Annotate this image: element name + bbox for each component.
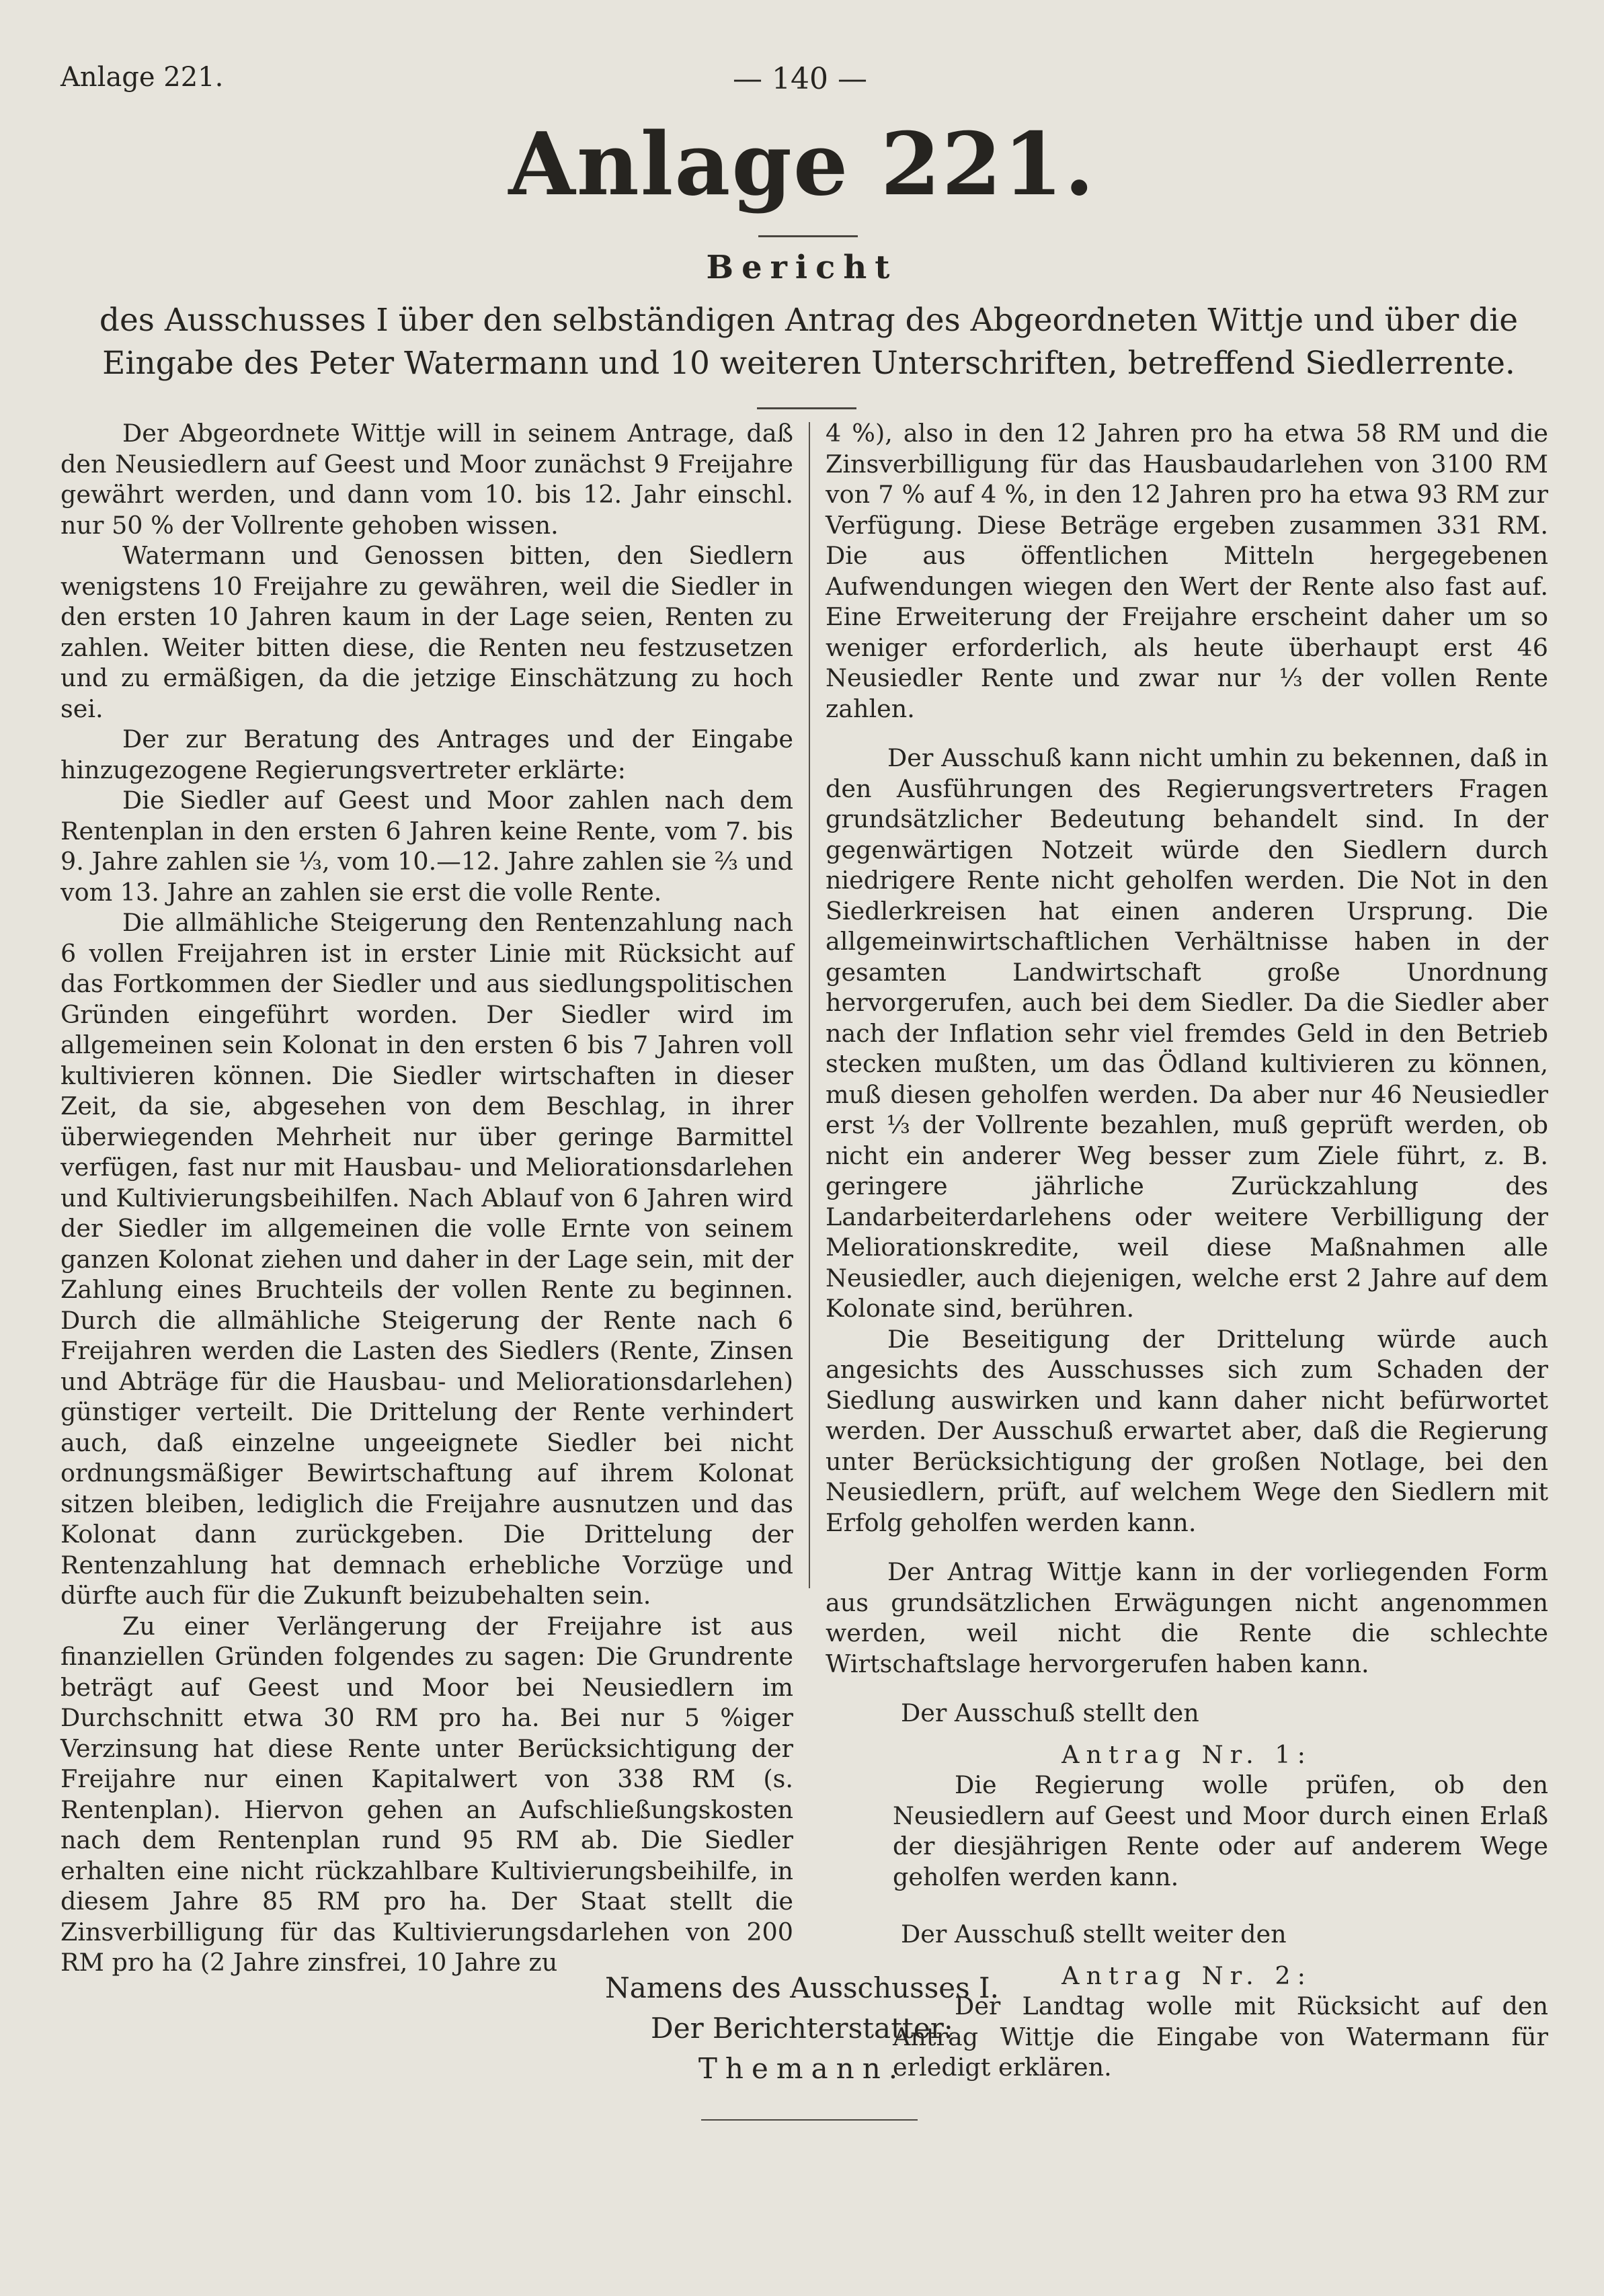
paragraph: Die Beseitigung der Drittelung würde auch angesichts des Ausschusses sich zum Schaden der Siedlung auswirken und kann daher nicht befürwortet werden. Der Ausschuß erwartet aber, daß die Regierung unter Berücksichtigung der großen Notlage, bei den Neusiedlern, prüft, auf welchem Wege den Siedlern mit Erfolg geholfen werden kann. xyxy=(826,1324,1548,1537)
paragraph: Die Siedler auf Geest und Moor zahlen nach dem Rentenplan in den ersten 6 Jahren keine Rente, vom 7. bis 9. Jahre zahlen sie ⅓, vom 10.—12. Jahre zahlen sie ⅔ und vom 13. Jahre an zahlen sie erst die volle Rente. xyxy=(61,786,793,907)
page-title: Anlage 221. xyxy=(508,114,1096,215)
paragraph: Watermann und Genossen bitten, den Siedlern wenigstens 10 Freijahre zu gewähren, weil die Siedler in den ersten 10 Jahren kaum in der Lage seien, Renten zu zahlen. Weiter bitten diese, die Renten neu festzusetzen und zu ermäßigen, da die jetzige Einschätzung zu hoch sei. xyxy=(61,541,793,723)
right-column xyxy=(826,418,1548,2083)
paragraph: Der Antrag Wittje kann in der vorliegenden Form aus grundsätzlichen Erwägungen nicht angenommen werden, weil nicht die Rente die schlechte Wirtschaftslage hervorgerufen haben kann. xyxy=(826,1557,1548,1678)
paragraph: Zu einer Verlängerung der Freijahre ist aus finanziellen Gründen folgendes zu sagen: Die Grundrente beträgt auf Geest und Moor bei Neusiedlern im Durchschnitt etwa 30 RM pro ha. Bei nur 5 %iger Verzinsung hat diese Rente unter Berücksichtigung der Freijahre nur einen Kapitalwert von 338 RM (s. Rentenplan). Hiervon gehen an Aufschließungskosten nach dem Rentenplan rund 95 RM ab. Die Siedler erhalten eine nicht rückzahlbare Kultivierungsbeihilfe, in diesem Jahre 85 RM pro ha. Der Staat stellt die Zinsverbilligung für das Kultivierungsdarlehen von 200 RM pro ha (2 Jahre zinsfrei, 10 Jahre zu xyxy=(61,1611,793,1977)
paragraph: Der zur Beratung des Antrages und der Eingabe hinzugezogene Regierungsvertreter erklärte: xyxy=(61,725,793,784)
paragraph: Der Abgeordnete Wittje will in seinem Antrage, daß den Neusiedlern auf Geest und Moor zunächst 9 Freijahre gewährt werden, und dann vom 10. bis 12. Jahr einschl. nur 50 % der Vollrente gehoben wissen. xyxy=(61,419,793,540)
signature-name: Themann. xyxy=(698,2052,906,2085)
signature-block xyxy=(0,1968,1604,2089)
signature-committee: Namens des Ausschusses I. xyxy=(605,1971,999,2004)
column-divider xyxy=(809,422,810,1588)
motion-intro: Der Ausschuß stellt weiter den xyxy=(901,1920,1287,1949)
motion-heading: Antrag Nr. 1: xyxy=(1061,1739,1312,1769)
running-title: Anlage 221. xyxy=(61,62,224,93)
paragraph: 4 %), also in den 12 Jahren pro ha etwa 58 RM und die Zinsverbilligung für das Hausbaudarlehen von 3100 RM von 7 % auf 4 %, in den 12 Jahren pro ha etwa 93 RM zur Verfügung. Diese Beträge ergeben zusammen 331 RM. Die aus öffentlichen Mitteln hergegebenen Aufwendungen wiegen den Wert der Rente also fast auf. Eine Erweiterung der Freijahre erscheint daher um so weniger erforderlich, als heute überhaupt erst 46 Neusiedler Rente und zwar nur ⅓ der vollen Rente zahlen. xyxy=(826,419,1548,723)
motion-intro: Der Ausschuß stellt den xyxy=(901,1698,1199,1727)
running-header xyxy=(61,55,1539,95)
motion-body: Der Landtag wolle mit Rücksicht auf den Antrag Wittje die Eingabe von Watermann für erledigt erklären. xyxy=(893,1992,1548,2082)
report-subtitle: des Ausschusses I über den selbständigen Antrag des Abgeordneten Wittje und über die Eingabe des Peter Watermann und 10 weiteren Unterschriften, betreffend Siedlerrente. xyxy=(99,302,1519,382)
page-number: — 140 — xyxy=(733,62,867,96)
title-rule xyxy=(758,235,858,237)
motion-heading: Antrag Nr. 2: xyxy=(1061,1961,1312,1990)
motion-body: Die Regierung wolle prüfen, ob den Neusiedlern auf Geest und Moor durch einen Erlaß der diesjährigen Rente oder auf anderem Wege geholfen werden kann. xyxy=(893,1770,1548,1891)
paragraph: Der Ausschuß kann nicht umhin zu bekennen, daß in den Ausführungen des Regierungsvertreters Fragen grundsätzlicher Bedeutung behandelt sind. In der gegenwärtigen Notzeit würde den Siedlern durch niedrigere Rente nicht geholfen werden. Die Not in den Siedlerkreisen hat einen anderen Ursprung. Die allgemeinwirtschaftlichen Verhältnisse haben in der gesamten Landwirtschaft große Unordnung hervorgerufen, auch bei dem Siedler. Da die Siedler aber nach der Inflation sehr viel fremdes Geld in den Betrieb stecken mußten, um das Ödland kultivieren zu können, muß diesen geholfen werden. Da aber nur 46 Neusiedler erst ⅓ der Vollrente bezahlen, muß geprüft werden, ob nicht ein anderer Weg besser zum Ziele führt, z. B. geringere jährliche Zurückzahlung des Landarbeiterdarlehens oder weitere Verbilligung der Meliorationskredite, weil diese Maßnahmen alle Neusiedler, auch diejenigen, welche erst 2 Jahre auf dem Kolonate sind, berühren. xyxy=(826,743,1548,1323)
left-column xyxy=(61,418,793,1978)
paragraph: Die allmähliche Steigerung den Rentenzahlung nach 6 vollen Freijahren ist in erster Linie mit Rücksicht auf das Fortkommen der Siedler und aus siedlungspolitischen Gründen eingeführt worden. Der Siedler wird im allgemeinen sein Kolonat in den ersten 6 bis 7 Jahren voll kultivieren können. Die Siedler wirtschaften in dieser Zeit, da sie, abgesehen von dem Beschlag, in ihrer überwiegenden Mehrheit nur über geringe Barmittel verfügen, fast nur mit Hausbau- und Meliorationsdarlehen und Kultivierungsbeihilfen. Nach Ablauf von 6 Jahren wird der Siedler im allgemeinen die volle Ernte von seinem ganzen Kolonat ziehen und daher in der Lage sein, mit der Zahlung eines Bruchteils der vollen Rente zu beginnen. Durch die allmähliche Steigerung der Rente nach 6 Freijahren werden die Lasten des Siedlers (Rente, Zinsen und Abträge für die Hausbau- und Meliorationsdarlehen) günstiger verteilt. Die Drittelung der Rente verhindert auch, daß einzelne ungeeignete Siedler bei nicht ordnungsmäßiger Bewirtschaftung auf ihrem Kolonat sitzen bleiben, lediglich die Freijahre ausnutzen und das Kolonat dann zurückgeben. Die Drittelung der Rentenzahlung hat demnach erhebliche Vorzüge und dürfte auch für die Zukunft beizubehalten sein. xyxy=(61,908,793,1610)
subtitle-rule xyxy=(757,407,856,409)
signature-role: Der Berichterstatter: xyxy=(651,2012,953,2045)
closing-rule xyxy=(701,2119,918,2121)
report-heading: Bericht xyxy=(706,249,898,286)
